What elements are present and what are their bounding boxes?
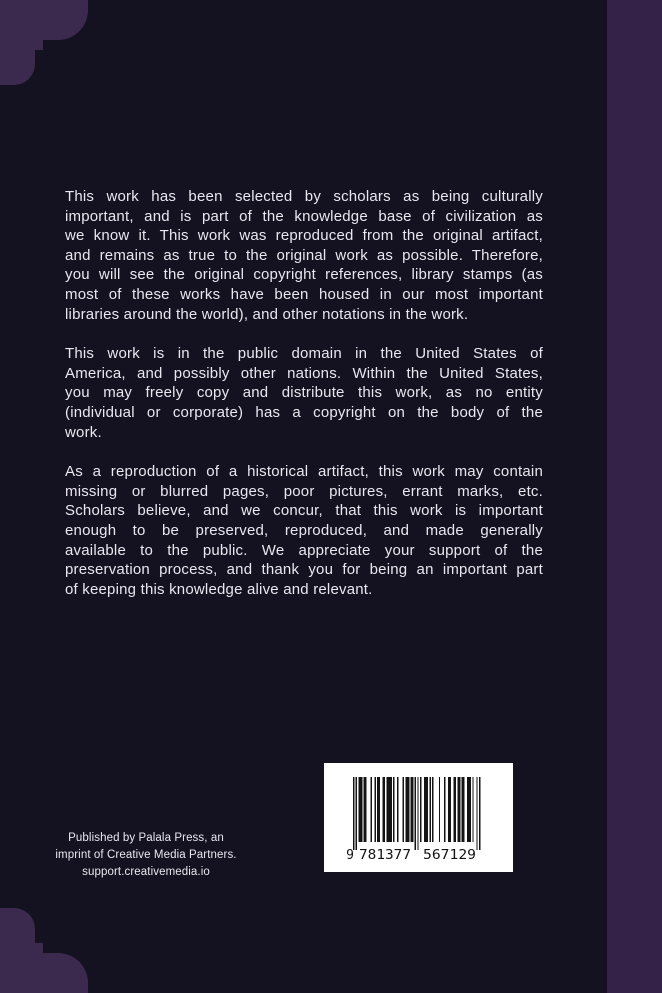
ornament-shape bbox=[0, 0, 88, 85]
text-line: America, and possibly other nations. Within the United States, bbox=[65, 364, 543, 382]
text-line: most of these works have been housed in our most important bbox=[65, 285, 543, 303]
publisher-line: imprint of Creative Media Partners. bbox=[55, 849, 237, 861]
text-line: and remains as true to the original work as possible. Therefore, bbox=[65, 246, 543, 264]
isbn-digits-right: 567129 bbox=[423, 848, 476, 863]
publisher-url: support.creativemedia.io bbox=[82, 866, 210, 878]
text-line: important, and is part of the knowledge base of civilization as bbox=[65, 207, 543, 225]
publisher-info bbox=[40, 830, 252, 881]
text-line: libraries around the world), and other notations in the work. bbox=[65, 305, 469, 323]
text-line: This work is in the public domain in the United States of bbox=[65, 345, 543, 363]
text-line: available to the public. We appreciate your support of the bbox=[65, 541, 543, 559]
paragraph-3 bbox=[65, 462, 543, 599]
corner-ornament-bottom-left bbox=[0, 905, 88, 993]
isbn-barcode bbox=[324, 763, 513, 872]
isbn-digits-left: 781377 bbox=[359, 848, 411, 863]
text-line: we know it. This work was reproduced from the original artifact, bbox=[65, 227, 543, 245]
paragraph-1 bbox=[65, 187, 543, 324]
text-line: enough to be preserved, reproduced, and made generally bbox=[65, 521, 543, 539]
text-line: As a reproduction of a historical artifact, this work may contain bbox=[65, 463, 543, 481]
publisher-line: Published by Palala Press, an bbox=[68, 832, 224, 844]
barcode-bars bbox=[353, 777, 480, 850]
text-line: (individual or corporate) has a copyright on the body of the bbox=[65, 403, 543, 421]
text-line: missing or blurred pages, poor pictures, errant marks, etc. bbox=[65, 482, 543, 500]
ornament-shape bbox=[0, 908, 88, 993]
text-line: work. bbox=[65, 423, 102, 441]
text-line: This work has been selected by scholars as being culturally bbox=[65, 188, 543, 205]
text-line: of keeping this knowledge alive and relevant. bbox=[65, 580, 373, 598]
text-line: you may freely copy and distribute this work, as no entity bbox=[65, 384, 543, 402]
isbn-digit-first: 9 bbox=[346, 848, 354, 863]
text-line: you will see the original copyright references, library stamps (as bbox=[65, 266, 543, 284]
corner-ornament-top-left bbox=[0, 0, 88, 88]
paragraph-2 bbox=[65, 344, 543, 442]
text-line: preservation process, and thank you for being an important part bbox=[65, 561, 543, 579]
text-line: Scholars believe, and we concur, that this work is important bbox=[65, 502, 543, 520]
description-text bbox=[65, 187, 543, 619]
spine-band bbox=[607, 0, 662, 993]
